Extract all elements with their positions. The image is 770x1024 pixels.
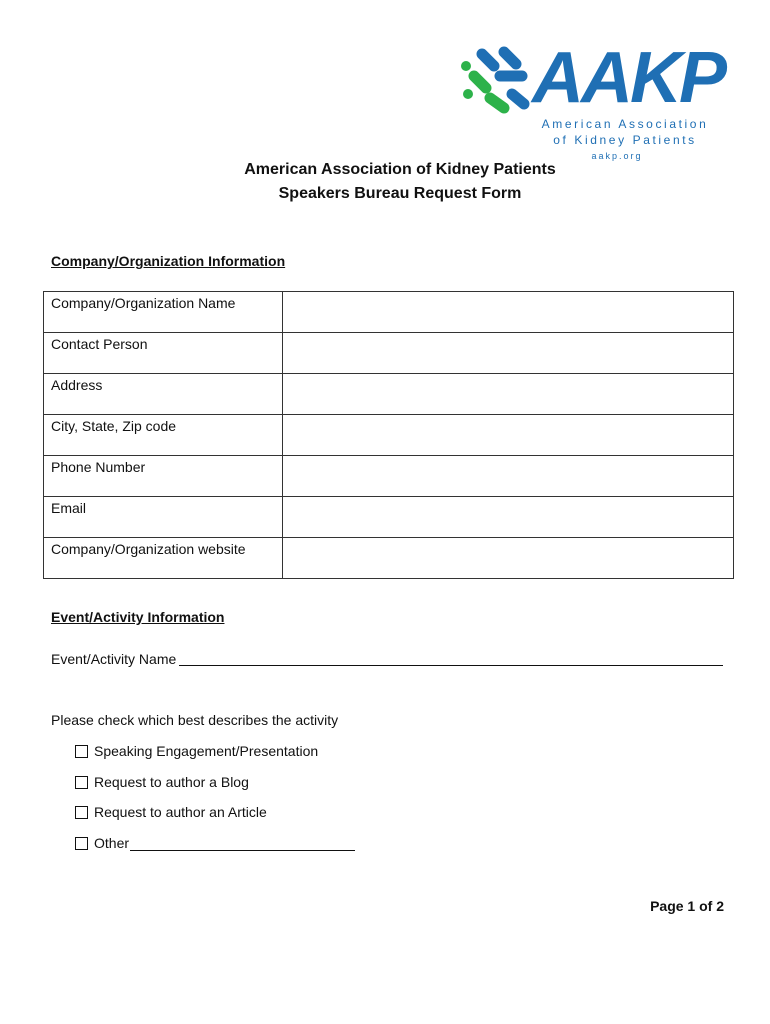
logo-line-1: American Association: [541, 117, 709, 131]
company-section-heading: Company/Organization Information: [51, 253, 286, 269]
city-state-zip-field[interactable]: [283, 415, 734, 456]
row-label: Contact Person: [44, 333, 283, 374]
table-row: [44, 538, 734, 579]
row-label: Email: [44, 497, 283, 538]
table-row: [44, 333, 734, 374]
checkbox[interactable]: [75, 837, 88, 850]
logo-line-2: of Kidney Patients: [553, 133, 697, 147]
email-field[interactable]: [283, 497, 734, 538]
table-row: [44, 497, 734, 538]
address-field[interactable]: [283, 374, 734, 415]
row-label: Company/Organization website: [44, 538, 283, 579]
row-label: City, State, Zip code: [44, 415, 283, 456]
table-row: [44, 374, 734, 415]
company-name-field[interactable]: [283, 292, 734, 333]
option-label: Other: [94, 835, 130, 851]
aakp-logo: [460, 38, 728, 164]
checkbox[interactable]: [75, 806, 88, 819]
event-section-heading: Event/Activity Information: [51, 609, 225, 625]
option-speaking-engagement: [75, 743, 318, 759]
contact-person-field[interactable]: [283, 333, 734, 374]
option-label: Request to author a Blog: [94, 774, 249, 790]
checkbox[interactable]: [75, 745, 88, 758]
other-text-field[interactable]: [130, 836, 355, 851]
table-row: [44, 456, 734, 497]
activity-question: Please check which best describes the activity: [51, 712, 339, 728]
table-row: [44, 415, 734, 456]
row-label: Phone Number: [44, 456, 283, 497]
event-name-label: Event/Activity Name: [51, 651, 177, 667]
option-blog: [75, 774, 249, 790]
logo-wordmark: AAKP: [532, 38, 725, 118]
option-label: Request to author an Article: [94, 804, 267, 820]
row-label: Company/Organization Name: [44, 292, 283, 333]
phone-number-field[interactable]: [283, 456, 734, 497]
company-info-table: [43, 291, 734, 579]
aakp-logo-mark-icon: [460, 46, 534, 114]
checkbox[interactable]: [75, 776, 88, 789]
document-title: American Association of Kidney Patients: [244, 161, 556, 178]
website-field[interactable]: [283, 538, 734, 579]
row-label: Address: [44, 374, 283, 415]
document-subtitle: Speakers Bureau Request Form: [278, 185, 522, 202]
logo-url: aakp.org: [591, 151, 643, 161]
event-name-row: [51, 651, 723, 667]
page-number: Page 1 of 2: [650, 898, 724, 914]
table-row: [44, 292, 734, 333]
event-name-field[interactable]: [179, 651, 723, 666]
option-other: [75, 835, 355, 851]
option-article: [75, 804, 267, 820]
option-label: Speaking Engagement/Presentation: [94, 743, 319, 759]
